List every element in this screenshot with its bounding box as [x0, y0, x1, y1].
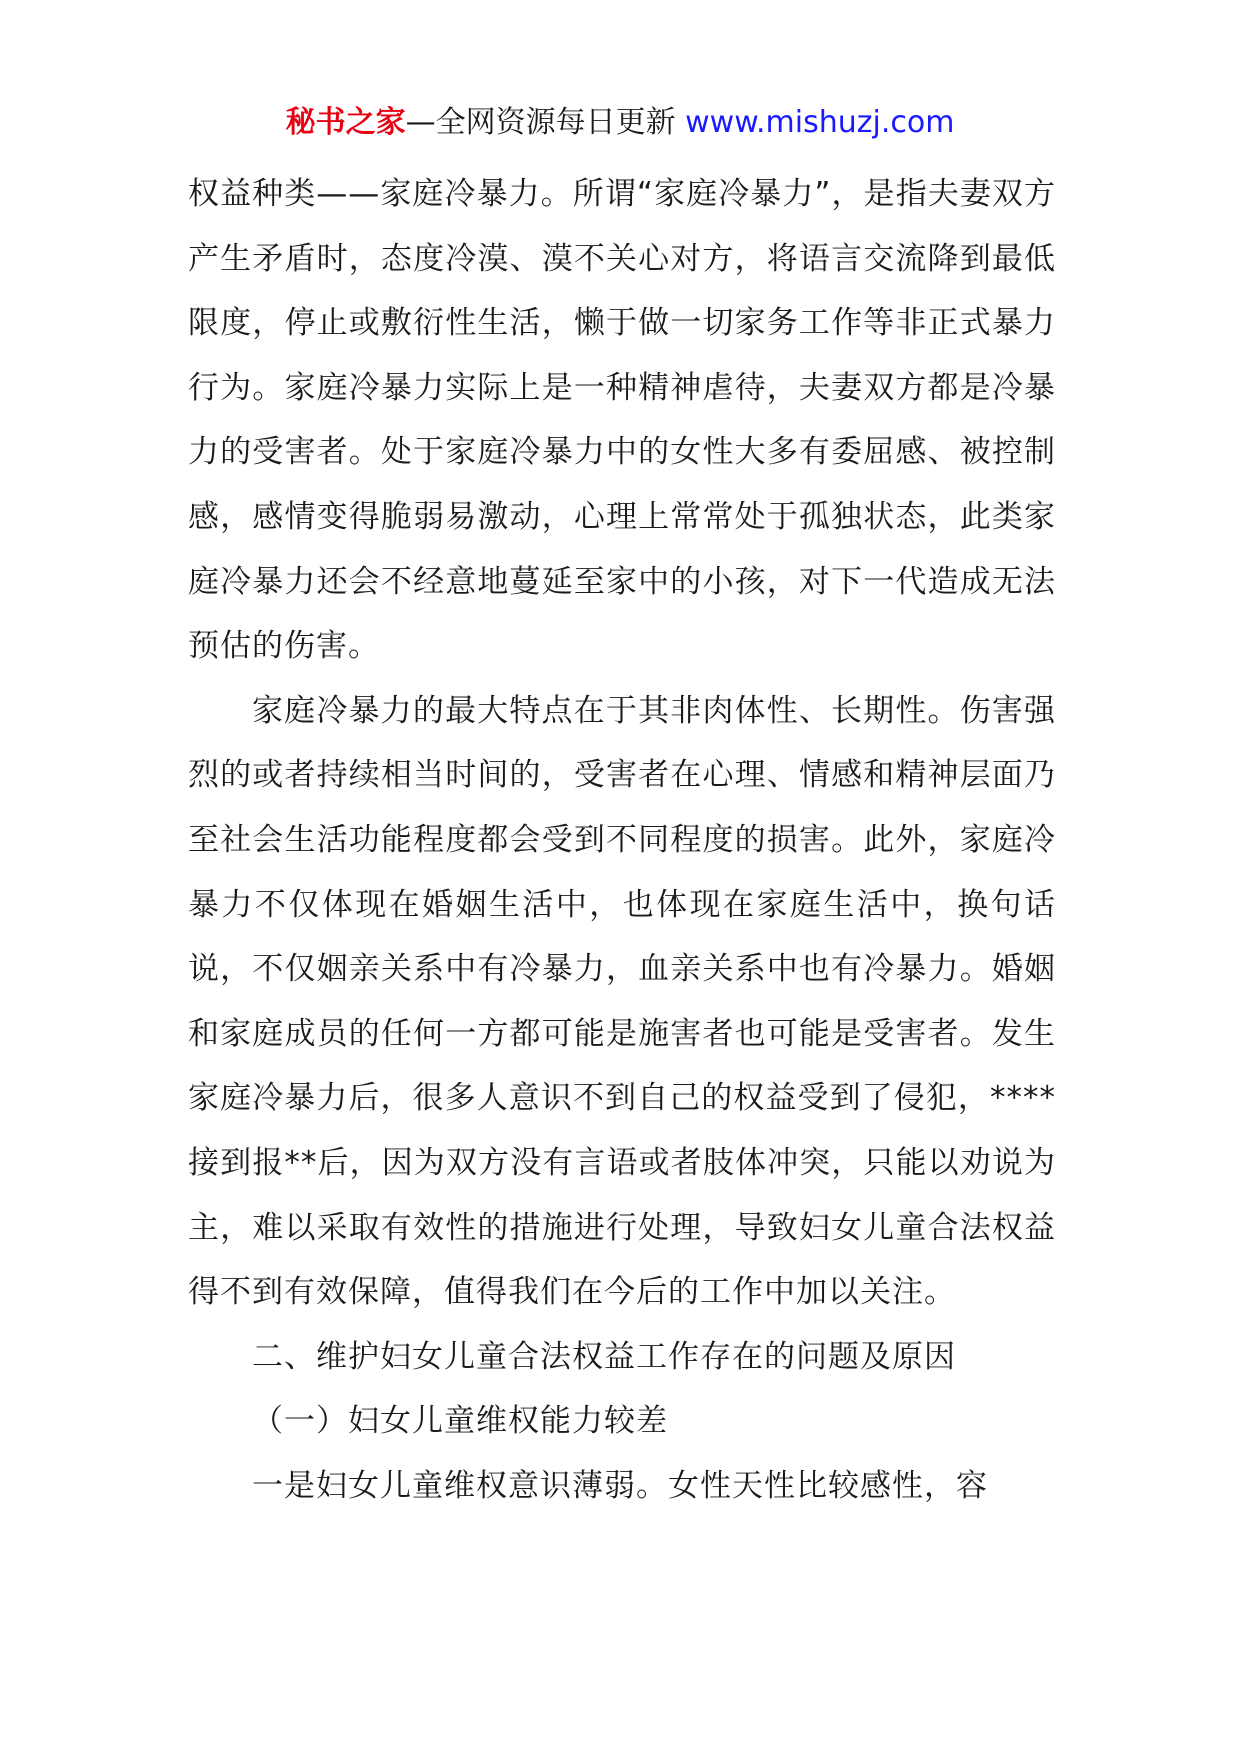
site-url-link[interactable]: www.mishuzj.com	[685, 105, 955, 140]
subsection-heading: （一）妇女儿童维权能力较差	[252, 1403, 668, 1440]
brand-name: 秘书之家	[285, 105, 406, 140]
section-heading: 二、维护妇女儿童合法权益工作存在的问题及原因	[252, 1338, 956, 1375]
paragraph: 家庭冷暴力的最大特点在于其非肉体性、长期性。伤害强烈的或者持续相当时间的，受害者在心理、情感和精神层面乃至社会生活功能程度都会受到不同程度的损害。此外，家庭冷暴力不仅体现在婚姻生活中，也体现在家庭生活中，换句话说，不仅姻亲关系中有冷暴力，血亲关系中也有冷暴力。婚姻和家庭成员的任何一方都可能是施害者也可能是受害者。发生家庭冷暴力后，很多人意识不到自己的权益受到了侵犯，****接到报**后，因为双方没有言语或者肢体冲突，只能以劝说为主，难以采取有效性的措施进行处理，导致妇女儿童合法权益得不到有效保障，值得我们在今后的工作中加以关注。	[188, 692, 1056, 1311]
document-body	[188, 162, 1056, 1518]
header-slogan: —全网资源每日更新	[405, 105, 686, 140]
paragraph: 一是妇女儿童维权意识薄弱。女性天性比较感性，容	[252, 1467, 988, 1504]
paragraph-continued: 权益种类——家庭冷暴力。所谓“家庭冷暴力”，是指夫妻双方产生矛盾时，态度冷漠、漠不关心对方，将语言交流降到最低限度，停止或敷衍性生活，懒于做一切家务工作等非正式暴力行为。家庭冷暴力实际上是一种精神虐待，夫妻双方都是冷暴力的受害者。处于家庭冷暴力中的女性大多有委屈感、被控制感，感情变得脆弱易激动，心理上常常处于孤独状态，此类家庭冷暴力还会不经意地蔓延至家中的小孩，对下一代造成无法预估的伤害。	[188, 176, 1056, 665]
page-header	[0, 100, 1240, 146]
